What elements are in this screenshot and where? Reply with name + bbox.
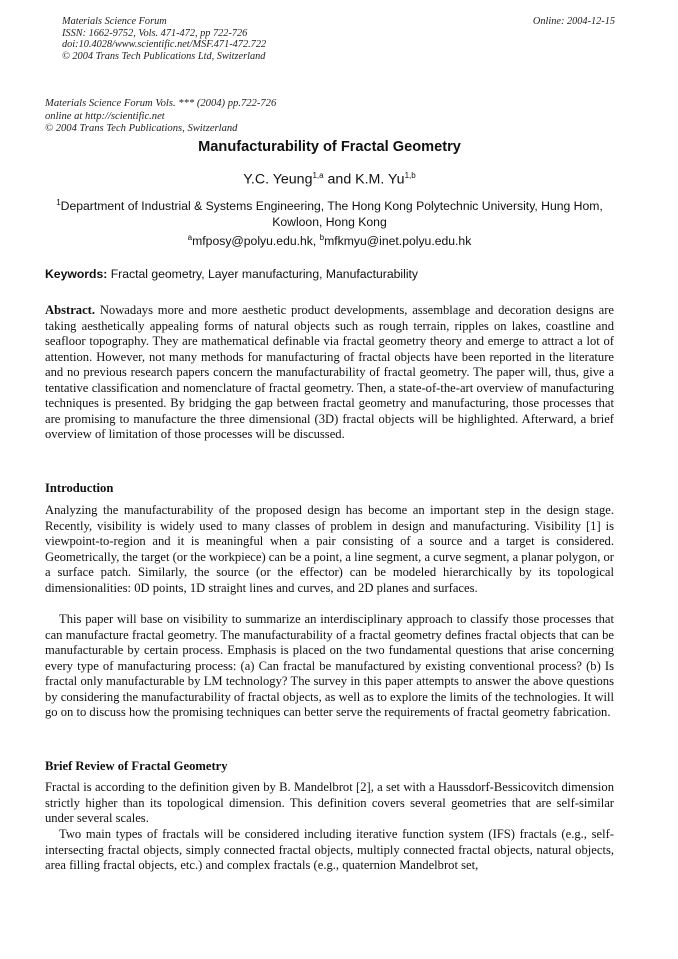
journal-name: Materials Science Forum (62, 16, 167, 27)
affiliation-text: Department of Industrial & Systems Engineering, The Hong Kong Polytechnic University, Hung Hom, Kowloon, Hong Kong (60, 199, 603, 230)
author-name: K.M. Yu (355, 171, 405, 188)
keywords-text: Fractal geometry, Layer manufacturing, Manufacturability (107, 267, 419, 281)
keywords (45, 267, 614, 281)
doi-line: doi:10.4028/www.scientific.net/MSF.471-472.722 (62, 39, 267, 50)
author-emails (45, 233, 614, 248)
email-superscript: b (319, 233, 325, 242)
publisher-header (62, 16, 266, 62)
abstract (45, 303, 614, 443)
introduction-paragraph-1: Analyzing the manufacturability of the proposed design has become an important step in the design stage. Recently, visibility is widely used to many classes of problem in design and manufacturing. Visibility [1] is viewpoint-to-region and it is meaningful when a pair consisting of a source and a target is considered. Geometrically, the target (or the workpiece) can be a point, a line segment, a curve segment, a planar polygon, or a surface patch. Similarly, the source (or the effector) can be modeled hierarchically by its topological dimensionalities: 0D points, 1D straight lines and curves, and 2D planes and surfaces. (45, 503, 614, 595)
author-name: Y.C. Yeung (243, 171, 313, 188)
author-superscript: 1,b (404, 171, 416, 180)
original-header (45, 98, 276, 136)
section-heading-introduction: Introduction (45, 481, 114, 495)
affiliation (45, 195, 614, 230)
introduction-paragraph-2: This paper will base on visibility to summarize an interdisciplinary approach to classify those processes that can manufacture fractal geometry. The manufacturability of a fractal geometry defines fractal objects that can be manufacturable by certain process. Emphasis is placed on the two fundamental questions that arise concerning every type of manufacturing process: (a) Can fractal be manufactured by existing conventional process? (b) Is fractal only manufacturable by LM technology? The survey in this paper attempts to answer the above questions by considering the manufacturability of fractal objects, as well as to explore the limits of the technologies. It will go on to discuss how the promising techniques can better serve the requirements of fractal geometry fabrication. (45, 612, 614, 719)
paper-title: Manufacturability of Fractal Geometry (198, 139, 461, 155)
keywords-label: Keywords: (45, 267, 108, 281)
email-link[interactable]: mfposy@polyu.edu.hk, (192, 234, 320, 249)
section-heading-review: Brief Review of Fractal Geometry (45, 759, 228, 773)
email-superscript: a (187, 233, 193, 242)
online-date: Online: 2004-12-15 (532, 16, 615, 27)
affiliation-superscript: 1 (56, 198, 61, 207)
email-link[interactable]: mfkmyu@inet.polyu.edu.hk (324, 234, 472, 249)
original-online-line: online at http://scientific.net (45, 110, 165, 122)
abstract-text: Nowadays more and more aesthetic product developments, assemblage and decoration designs are taking aesthetically appealing forms of natural objects such as rough terrain, ripples on lakes, coastline and seafloor topography. They are mathematical definable via fractal geometry theory and emerge to attract a lot of attention. However, not many methods for manufacturing of fractal objects have been reported in the literature and no previous research papers concern the manufacturability of fractal geometry. The paper will, thus, give a tentative classification and nomenclature of fractal geometry. Then, a state-of-the-art overview of manufacturing techniques is presented. By bridging the gap between fractal geometry and manufacturing, those processes that are promising to manufacture the three dimensional (3D) fractal objects will be highlighted. Afterward, a brief overview of limitation of those processes will be discussed. (45, 303, 614, 441)
authors (45, 171, 614, 188)
copyright-line: © 2004 Trans Tech Publications Ltd, Switzerland (62, 50, 266, 62)
issn-line: ISSN: 1662-9752, Vols. 471-472, pp 722-726 (62, 27, 248, 39)
original-journal-line: Materials Science Forum Vols. *** (2004) pp.722-726 (45, 98, 277, 109)
author-superscript: 1,a (312, 171, 324, 180)
original-copyright-line: © 2004 Trans Tech Publications, Switzerland (45, 123, 238, 134)
abstract-label: Abstract. (45, 303, 96, 317)
author-conjunction: and (323, 171, 356, 188)
review-paragraph-2: Two main types of fractals will be considered including iterative function system (IFS) fractals (e.g., self-intersecting fractal objects, simply connected fractal objects, multiply connected fractal objects, natural objects, area filling fractal objects, etc.) and complex fractals (e.g., quaternion Mandelbrot set, (45, 827, 614, 872)
review-paragraph-1: Fractal is according to the definition given by B. Mandelbrot [2], a set with a Haussdorf-Bessicovitch dimension strictly higher than its topological dimension. This definition covers several geometries that are self-similar under several scales. (45, 780, 614, 825)
